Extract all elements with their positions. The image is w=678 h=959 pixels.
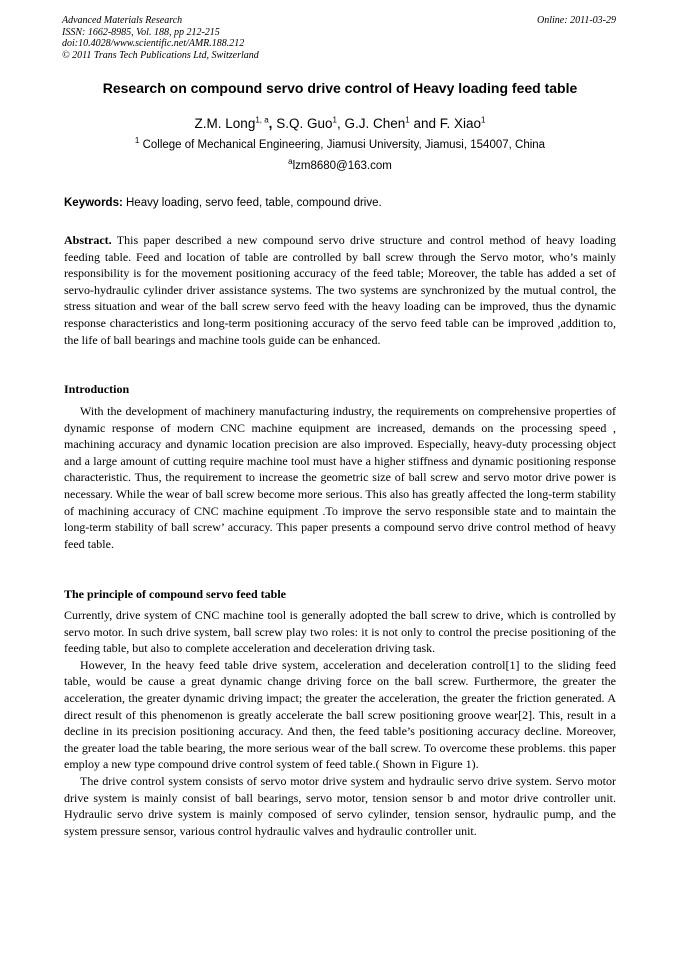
keywords [64, 197, 616, 209]
author-name: Z.M. Long [194, 116, 256, 131]
paragraph: Currently, drive system of CNC machine tool is generally adopted the ball screw to drive, which is controlled by servo motor. In such drive system, ball screw play two roles: it is not only to control the precise positioning of the feeding table, but also to complete acceleration and deceleration driving task. [64, 608, 616, 656]
author-superscript: 1, a [255, 115, 269, 125]
section-heading-introduction: Introduction [64, 382, 130, 396]
doi-line: doi:10.4028/www.scientific.net/AMR.188.212 [62, 38, 245, 49]
paper-title: Research on compound servo drive control of Heavy loading feed table [102, 80, 578, 96]
email-line [40, 157, 640, 172]
introduction-body [64, 403, 616, 552]
author-list: Z.M. Long$^{1, a}$, S.Q. Guo$^1$, G.J. Chen$^1$ and F. Xiao$^1$ [194, 115, 486, 131]
author-name: F. Xiao [439, 116, 481, 131]
paragraph: However, In the heavy feed table drive system, acceleration and deceleration control[1] to the sliding feed table, would be cause a great dynamic change driving force on the ball screw. Furthermore, the greater the acceleration, the greater dynamic driving impact; the greater the acceleration, the greater the friction generated. A direct result of this phenomenon is greatly accelerate the ball screw positioning groove wear[2]. This, result in a decline in its precision positioning accuracy. And then, the feed table’s positioning accuracy decline. Moreover, the greater load the table bearing, the more serious wear of the ball screw. To overcome these problems. this paper employ a new type compound drive control system of feed table.( Shown in Figure 1). [64, 657, 616, 772]
journal-name: Advanced Materials Research [62, 15, 183, 26]
paragraph: The drive control system consists of servo motor drive system and hydraulic servo drive system. Servo motor drive system is mainly consist of ball bearings, servo motor, tension sensor b and motor drive controller unit. Hydraulic servo drive system is mainly composed of servo cylinder, tension sensor, hydraulic pump, and the system pressure sensor, various control hydraulic valves and hydraulic controller unit. [64, 773, 616, 838]
online-date: Online: 2011-03-29 [537, 15, 616, 26]
affiliation-marker: 1 [134, 136, 140, 146]
keywords-label: Keywords: [64, 197, 123, 209]
abstract-text: This paper described a new compound servo drive structure and control method of heavy loading feeding table. Feed and location of table are controlled by ball screw through the Servo motor, who’s mainly responsibility is for the movement positioning accuracy of the feed table; Moreover, the table has added a set of servo-hydraulic cylinder driver assistance systems. The two systems are synchronized by the mutual control, the stress situation and wear of the ball screw servo feed with the heavy loading can be improved, thus the dynamic response characteristics and long-term positioning accuracy of the servo feed table can be improved ,addition to, the life of ball bearings and machine tools guide can be enhanced. [64, 233, 616, 347]
author-superscript: 1 [332, 115, 337, 125]
email-address: lzm8680@163.com [292, 160, 392, 172]
affiliation-text: College of Mechanical Engineering, Jiamusi University, Jiamusi, 154007, China [142, 139, 546, 151]
email-marker: a [288, 157, 293, 167]
running-header [62, 15, 616, 61]
copyright-line: © 2011 Trans Tech Publications Ltd, Switzerland [62, 49, 259, 61]
abstract [64, 232, 616, 348]
author-name: G.J. Chen [344, 116, 406, 131]
paragraph: With the development of machinery manufacturing industry, the requirements on comprehensive properties of dynamic response of modern CNC machine equipment are increased, demands on the processing speed , machining accuracy and dynamic location precision are also improved. Especially, heavy-duty processing object and a large amount of cutting require machine tool must have a higher stiffness and dynamic positioning response characteristic. Thus, the requirement to increase the geometric size of ball screw and servo motor drive power is necessary. While the wear of ball screw become more serious. This also has greatly affected the long-term stability of machining accuracy of CNC machine equipment .To improve the servo responsible state and to maintain the long-term stability of ball screw’ accuracy. This paper presents a compound servo drive control method of heavy feed table. [64, 404, 616, 551]
keywords-text: Heavy loading, servo feed, table, compound drive. [126, 197, 382, 209]
principle-body [64, 607, 616, 839]
section-heading-principle: The principle of compound servo feed table [64, 587, 286, 601]
affiliation [40, 136, 640, 151]
author-name: S.Q. Guo [276, 116, 333, 131]
issn-line: ISSN: 1662-8985, Vol. 188, pp 212-215 [62, 26, 220, 38]
abstract-label: Abstract. [64, 233, 112, 247]
author-superscript: 1 [405, 115, 410, 125]
author-superscript: 1 [481, 115, 486, 125]
